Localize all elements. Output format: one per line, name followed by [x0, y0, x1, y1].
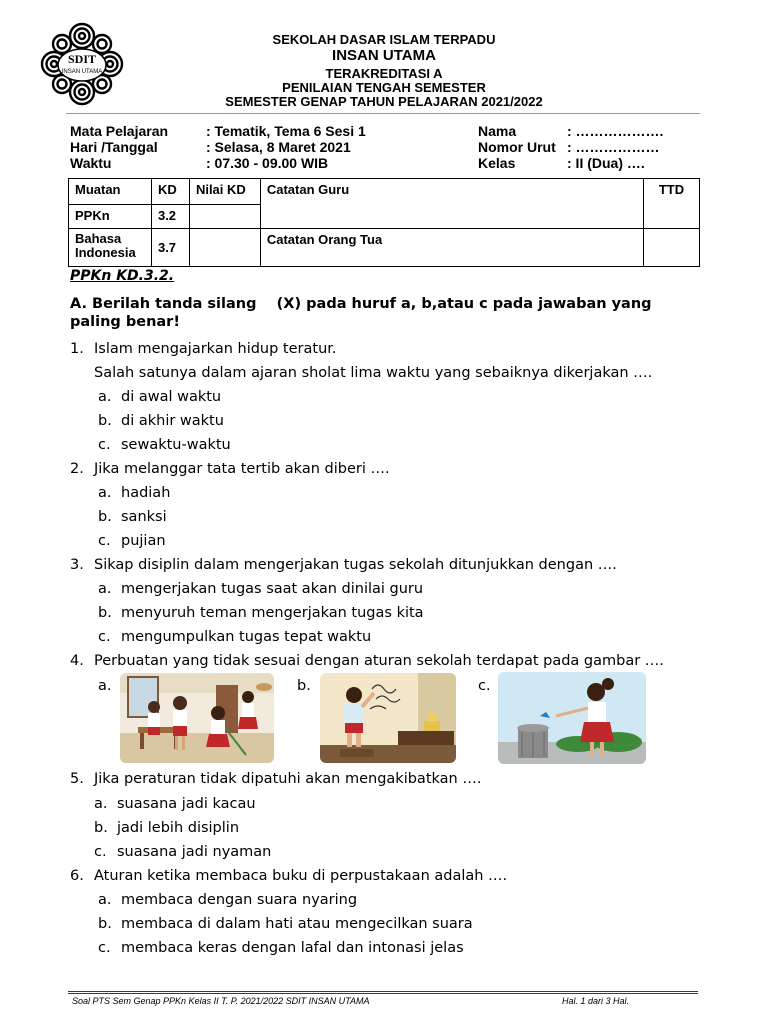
- option-text[interactable]: suasana jadi kacau: [117, 796, 256, 812]
- table-header-teacher-note: Catatan Guru: [260, 179, 643, 229]
- question-text: Jika melanggar tata tertib akan diberi ….: [94, 461, 390, 477]
- question-number: 6.: [70, 868, 84, 884]
- option-text[interactable]: sanksi: [121, 509, 167, 525]
- footer-rule: [68, 991, 698, 994]
- grade-table: [68, 178, 700, 267]
- option-letter[interactable]: b.: [98, 509, 112, 525]
- option-letter[interactable]: c.: [98, 533, 111, 549]
- semester-year: SEMESTER GENAP TAHUN PELAJARAN 2021/2022: [225, 94, 543, 109]
- question-text-continued: Salah satunya dalam ajaran sholat lima waktu yang sebaiknya dikerjakan ….: [94, 365, 653, 381]
- table-cell-muatan-bindo: Bahasa Indonesia: [69, 229, 152, 267]
- info-value-number[interactable]: : ………………: [567, 139, 660, 155]
- info-value-time: : 07.30 - 09.00 WIB: [206, 155, 329, 171]
- option-text[interactable]: mengerjakan tugas saat akan dinilai guru: [121, 581, 424, 597]
- info-value-class: : II (Dua) ….: [567, 155, 645, 171]
- table-cell-score-ppkn[interactable]: [189, 205, 260, 229]
- school-name: INSAN UTAMA: [332, 47, 436, 64]
- info-label-name: Nama: [478, 123, 517, 139]
- option-text[interactable]: pujian: [121, 533, 166, 549]
- option-c-trash-bin-picture[interactable]: [498, 672, 646, 764]
- info-label-date: Hari /Tanggal: [70, 139, 158, 155]
- option-text[interactable]: hadiah: [121, 485, 171, 501]
- option-text[interactable]: membaca di dalam hati atau mengecilkan suara: [121, 916, 473, 932]
- table-cell-muatan-ppkn: PPKn: [69, 205, 152, 229]
- info-label-subject: Mata Pelajaran: [70, 123, 169, 139]
- accreditation: TERAKREDITASI A: [325, 66, 443, 81]
- option-letter[interactable]: c.: [98, 940, 111, 956]
- logo-text: SDIT: [67, 52, 96, 66]
- info-value-name[interactable]: : ……………….: [567, 123, 664, 139]
- info-value-date: : Selasa, 8 Maret 2021: [206, 139, 351, 155]
- option-letter[interactable]: a.: [98, 485, 112, 501]
- table-cell-kd-bindo: 3.7: [151, 229, 189, 267]
- option-text[interactable]: jadi lebih disiplin: [117, 820, 240, 836]
- option-text[interactable]: di awal waktu: [121, 389, 222, 405]
- info-label-time: Waktu: [70, 155, 112, 171]
- section-title: PPKn KD.3.2.: [70, 268, 175, 284]
- option-letter[interactable]: a.: [98, 389, 112, 405]
- option-b-wall-scribbling-picture[interactable]: [320, 673, 456, 763]
- option-letter[interactable]: b.: [297, 678, 311, 694]
- question-text: Sikap disiplin dalam mengerjakan tugas sekolah ditunjukkan dengan ….: [94, 557, 617, 573]
- option-letter[interactable]: a.: [98, 892, 112, 908]
- table-parent-note: Catatan Orang Tua: [260, 229, 643, 267]
- question-text: Islam mengajarkan hidup teratur.: [94, 341, 337, 357]
- info-label-number: Nomor Urut: [478, 139, 556, 155]
- table-header-muatan: Muatan: [69, 179, 152, 205]
- question-number: 1.: [70, 341, 84, 357]
- option-text[interactable]: mengumpulkan tugas tepat waktu: [121, 629, 372, 645]
- table-cell-kd-ppkn: 3.2: [151, 205, 189, 229]
- header-rule: [66, 113, 700, 114]
- logo-subtext: INSAN UTAMA: [61, 69, 103, 75]
- question-text: Perbuatan yang tidak sesuai dengan aturan sekolah terdapat pada gambar ….: [94, 653, 664, 669]
- option-letter[interactable]: c.: [98, 629, 111, 645]
- option-letter[interactable]: a.: [94, 796, 108, 812]
- table-cell-parent-signature[interactable]: [644, 229, 700, 267]
- option-letter[interactable]: c.: [94, 844, 107, 860]
- option-text[interactable]: menyuruh teman mengerjakan tugas kita: [121, 605, 424, 621]
- table-header-kd: KD: [151, 179, 189, 205]
- option-text[interactable]: membaca dengan suara nyaring: [121, 892, 358, 908]
- school-type: SEKOLAH DASAR ISLAM TERPADU: [272, 32, 496, 47]
- option-a-classroom-picture[interactable]: [120, 673, 274, 763]
- question-text: Aturan ketika membaca buku di perpustakaan adalah ….: [94, 868, 508, 884]
- option-letter[interactable]: c.: [478, 678, 491, 694]
- option-text[interactable]: di akhir waktu: [121, 413, 224, 429]
- info-label-class: Kelas: [478, 155, 516, 171]
- instruction-line-2: paling benar!: [70, 314, 180, 330]
- option-letter[interactable]: b.: [94, 820, 108, 836]
- footer-page-number: Hal. 1 dari 3 Hal.: [562, 996, 630, 1006]
- question-number: 2.: [70, 461, 84, 477]
- instruction-line-1: A. Berilah tanda silang (X) pada huruf a, b,atau c pada jawaban yang: [70, 296, 652, 312]
- option-letter[interactable]: a.: [98, 678, 112, 694]
- option-text[interactable]: suasana jadi nyaman: [117, 844, 272, 860]
- exam-title: PENILAIAN TENGAH SEMESTER: [282, 80, 486, 95]
- info-value-subject: : Tematik, Tema 6 Sesi 1: [206, 123, 366, 139]
- question-number: 3.: [70, 557, 84, 573]
- table-header-nilai-kd: Nilai KD: [189, 179, 260, 205]
- question-number: 5.: [70, 771, 84, 787]
- option-letter[interactable]: a.: [98, 581, 112, 597]
- option-letter[interactable]: b.: [98, 916, 112, 932]
- table-cell-score-bindo[interactable]: [189, 229, 260, 267]
- option-letter[interactable]: b.: [98, 413, 112, 429]
- question-number: 4.: [70, 653, 84, 669]
- footer-left-text: Soal PTS Sem Genap PPKn Kelas II T. P. 2021/2022 SDIT INSAN UTAMA: [72, 996, 370, 1006]
- question-text: Jika peraturan tidak dipatuhi akan mengakibatkan ….: [94, 771, 482, 787]
- table-header-signature: TTD: [644, 179, 700, 229]
- option-letter[interactable]: c.: [98, 437, 111, 453]
- option-letter[interactable]: b.: [98, 605, 112, 621]
- option-text[interactable]: sewaktu-waktu: [121, 437, 231, 453]
- option-text[interactable]: membaca keras dengan lafal dan intonasi jelas: [121, 940, 464, 956]
